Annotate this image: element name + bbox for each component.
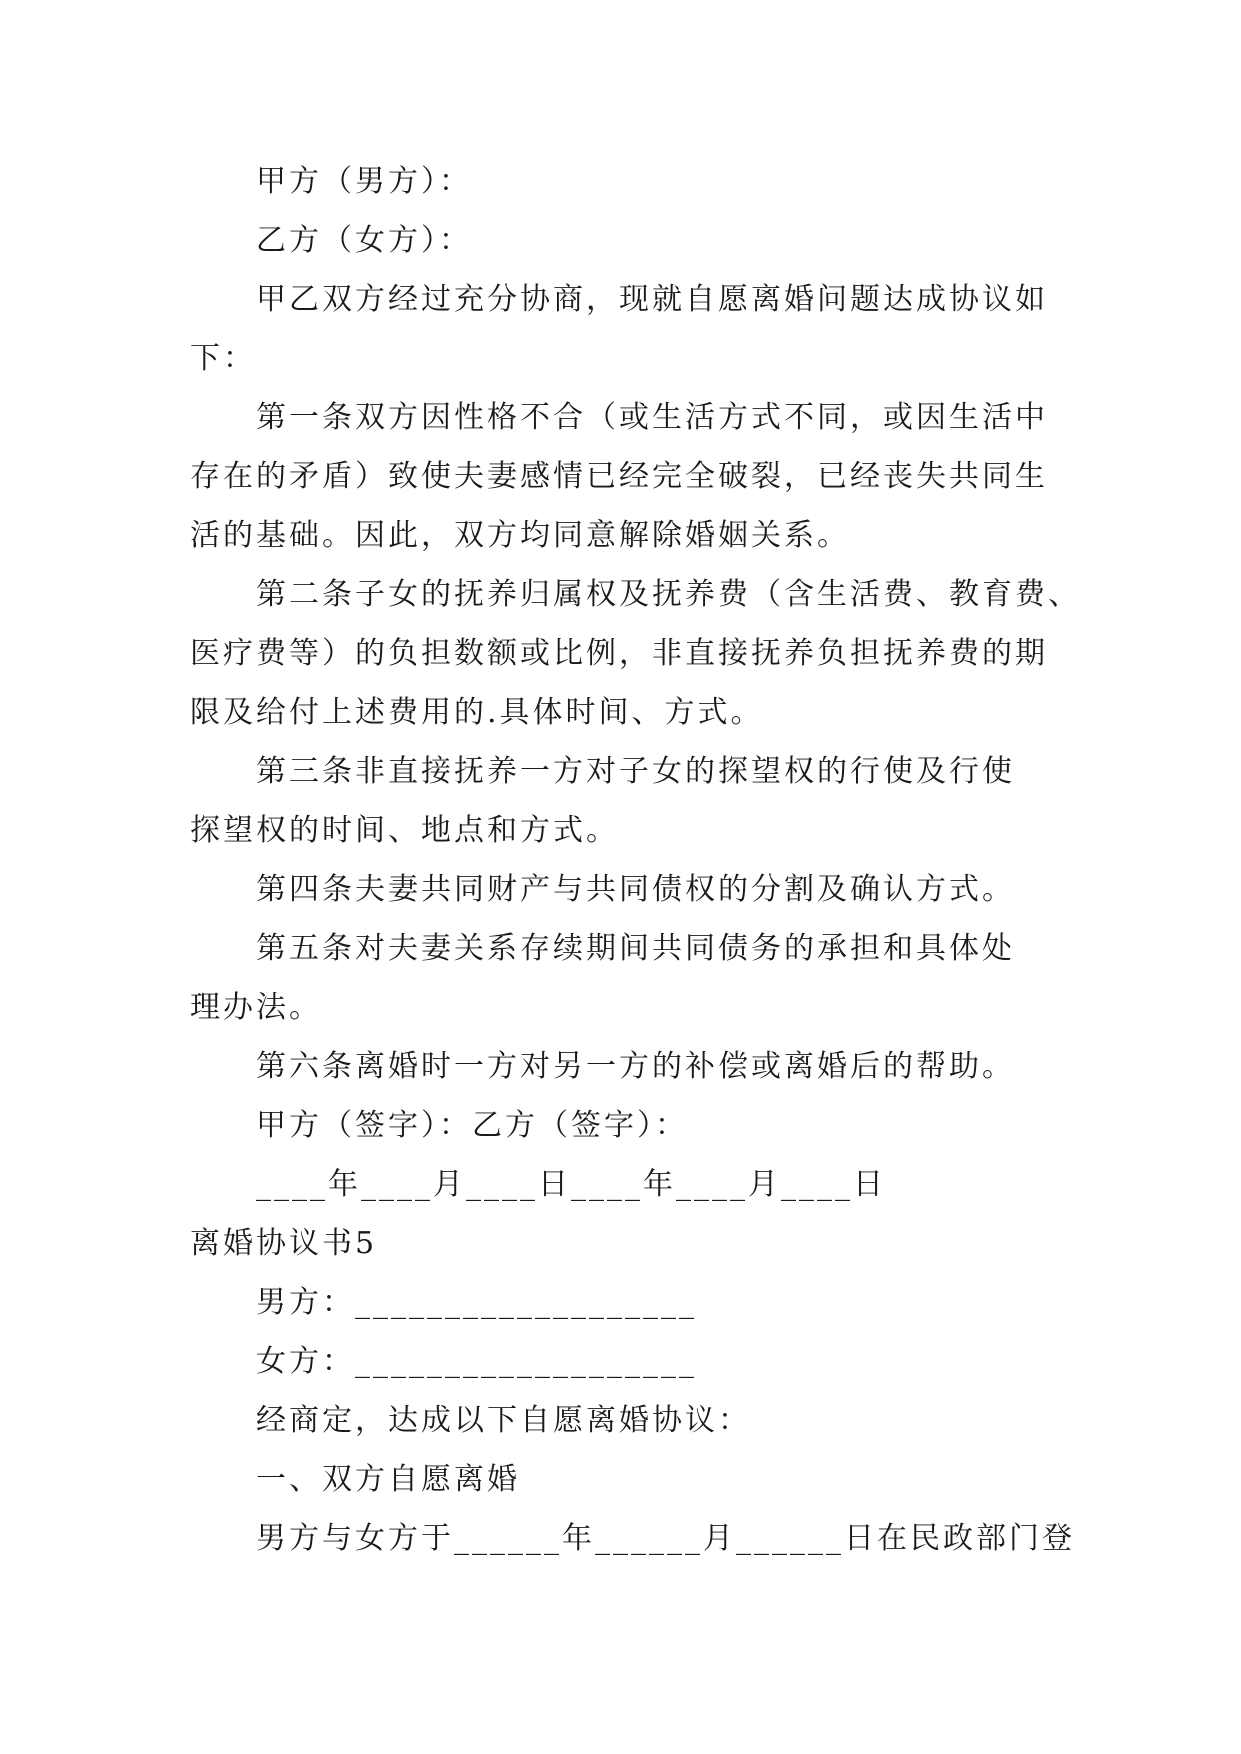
document-body: [190, 152, 1081, 1568]
date-line: ____年____月____日____年____月____日: [256, 1167, 886, 1202]
article-3-line-1: 第三条非直接抚养一方对子女的探望权的行使及行使: [256, 754, 1015, 789]
intro-paragraph-line-1: 甲乙双方经过充分协商，现就自愿离婚问题达成协议如: [256, 282, 1048, 317]
article-2-line-3: 限及给付上述费用的.具体时间、方式。: [190, 695, 764, 730]
article-2-line-2: 医疗费等）的负担数额或比例，非直接抚养负担抚养费的期: [190, 636, 1048, 671]
clause-1-heading: 一、双方自愿离婚: [256, 1462, 520, 1497]
article-5-line-1: 第五条对夫妻关系存续期间共同债务的承担和具体处: [256, 931, 1015, 966]
signature-line: 甲方（签字）：乙方（签字）：: [256, 1108, 688, 1143]
party-a-line: 甲方（男方）：: [256, 164, 472, 199]
agreement-intro: 经商定，达成以下自愿离婚协议：: [256, 1403, 751, 1438]
party-b-line: 乙方（女方）：: [256, 223, 472, 258]
article-3-line-2: 探望权的时间、地点和方式。: [190, 813, 619, 848]
article-1-line-3: 活的基础。因此，双方均同意解除婚姻关系。: [190, 518, 850, 553]
clause-1-text: 男方与女方于______年______月______日在民政部门登: [256, 1521, 1075, 1556]
article-6-line: 第六条离婚时一方对另一方的补偿或离婚后的帮助。: [256, 1049, 1015, 1084]
male-party-field: 男方：___________________: [256, 1285, 697, 1320]
section-title: 离婚协议书5: [190, 1226, 378, 1261]
female-party-field: 女方：___________________: [256, 1344, 697, 1379]
intro-paragraph-line-2: 下：: [190, 341, 256, 376]
article-1-line-1: 第一条双方因性格不合（或生活方式不同，或因生活中: [256, 400, 1048, 435]
article-4-line: 第四条夫妻共同财产与共同债权的分割及确认方式。: [256, 872, 1015, 907]
article-5-line-2: 理办法。: [190, 990, 322, 1025]
article-1-line-2: 存在的矛盾）致使夫妻感情已经完全破裂，已经丧失共同生: [190, 459, 1048, 494]
article-2-line-1: 第二条子女的抚养归属权及抚养费（含生活费、教育费、: [256, 577, 1081, 612]
